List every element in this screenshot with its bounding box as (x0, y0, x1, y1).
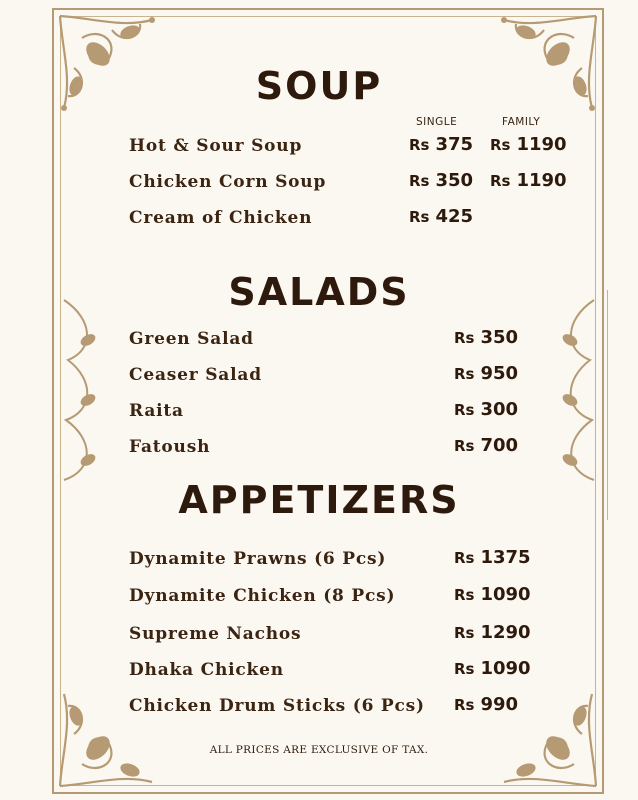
price-single: Rs 425 (409, 206, 474, 227)
menu-item-name: Ceaser Salad (129, 365, 262, 385)
price: Rs 1090 (454, 658, 531, 679)
salads-heading: SALADS (228, 270, 410, 314)
price: Rs 300 (454, 399, 519, 420)
menu-item-name: Chicken Corn Soup (129, 172, 327, 192)
price: Rs 950 (454, 363, 519, 384)
menu-item-name: Raita (129, 401, 184, 421)
menu-item-name: Green Salad (129, 329, 254, 349)
appetizers-heading: APPETIZERS (178, 478, 460, 522)
price: Rs 700 (454, 435, 519, 456)
price-single: Rs 375 (409, 134, 474, 155)
left-side-flourish-icon (54, 290, 114, 490)
soup-heading: SOUP (255, 64, 383, 108)
price-family: Rs 1190 (490, 170, 567, 191)
price: Rs 1375 (454, 547, 531, 568)
menu-item-name: Chicken Drum Sticks (6 Pcs) (129, 696, 425, 716)
price-family: Rs 1190 (490, 134, 567, 155)
price: Rs 1290 (454, 622, 531, 643)
right-side-flourish-icon (544, 290, 604, 490)
single-column-header: SINGLE (416, 116, 458, 128)
menu-item-name: Dynamite Chicken (8 Pcs) (129, 586, 396, 606)
menu-item-name: Fatoush (129, 437, 211, 457)
menu-item-name: Supreme Nachos (129, 624, 302, 644)
menu-item-name: Dhaka Chicken (129, 660, 284, 680)
price: Rs 990 (454, 694, 519, 715)
price: Rs 350 (454, 327, 519, 348)
tax-disclaimer: ALL PRICES ARE EXCLUSIVE OF TAX. (209, 744, 429, 756)
price: Rs 1090 (454, 584, 531, 605)
menu-item-name: Dynamite Prawns (6 Pcs) (129, 549, 387, 569)
menu-item-name: Cream of Chicken (129, 208, 313, 228)
price-single: Rs 350 (409, 170, 474, 191)
family-column-header: FAMILY (502, 116, 541, 128)
menu-item-name: Hot & Sour Soup (129, 136, 303, 156)
